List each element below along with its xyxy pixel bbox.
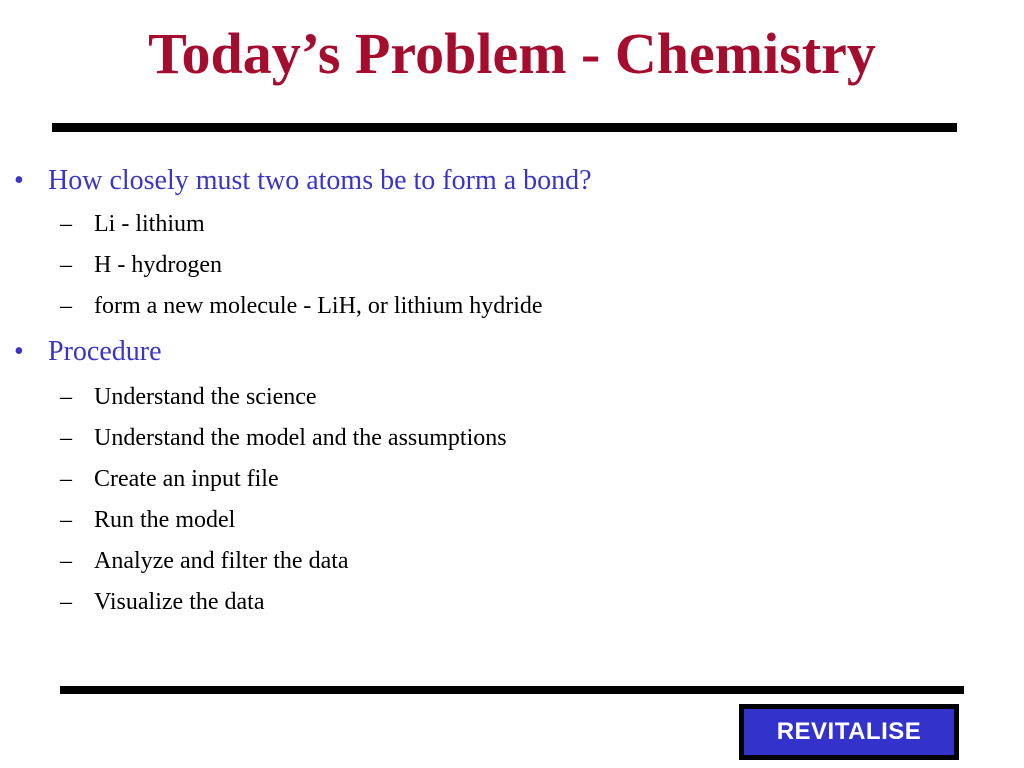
bullet-text: Procedure <box>48 336 162 367</box>
sub-item <box>60 588 264 616</box>
dash-icon: – <box>60 548 72 574</box>
bullet-question <box>14 164 592 198</box>
bullet-dot-icon: • <box>14 336 24 367</box>
sub-item-text: form a new molecule - LiH, or lithium hydride <box>94 293 543 319</box>
sub-item <box>60 383 317 411</box>
dash-icon: – <box>60 384 72 410</box>
dash-icon: – <box>60 589 72 615</box>
bullet-dot-icon: • <box>14 165 24 196</box>
revitalise-badge-label: REVITALISE <box>744 709 954 755</box>
dash-icon: – <box>60 211 72 237</box>
dash-icon: – <box>60 252 72 278</box>
sub-item-text: Create an input file <box>94 466 279 492</box>
sub-item-text: Understand the model and the assumptions <box>94 425 507 451</box>
sub-item-text: H - hydrogen <box>94 252 222 278</box>
dash-icon: – <box>60 425 72 451</box>
dash-icon: – <box>60 466 72 492</box>
sub-item <box>60 506 235 534</box>
sub-item-text: Understand the science <box>94 384 317 410</box>
bullet-procedure <box>14 335 162 369</box>
sub-item-text: Visualize the data <box>94 589 265 615</box>
slide-title: Today’s Problem - Chemistry <box>148 21 876 86</box>
bottom-divider <box>60 686 964 694</box>
sub-item <box>60 547 349 575</box>
sub-item <box>60 251 222 279</box>
dash-icon: – <box>60 293 72 319</box>
sub-item-text: Run the model <box>94 507 236 533</box>
sub-item <box>60 465 279 493</box>
dash-icon: – <box>60 507 72 533</box>
bullet-text: How closely must two atoms be to form a bond? <box>48 165 592 196</box>
sub-item <box>60 292 543 320</box>
sub-item-text: Analyze and filter the data <box>94 548 349 574</box>
sub-item <box>60 424 507 452</box>
sub-item <box>60 210 205 238</box>
sub-item-text: Li - lithium <box>94 211 205 237</box>
revitalise-badge <box>739 704 959 760</box>
